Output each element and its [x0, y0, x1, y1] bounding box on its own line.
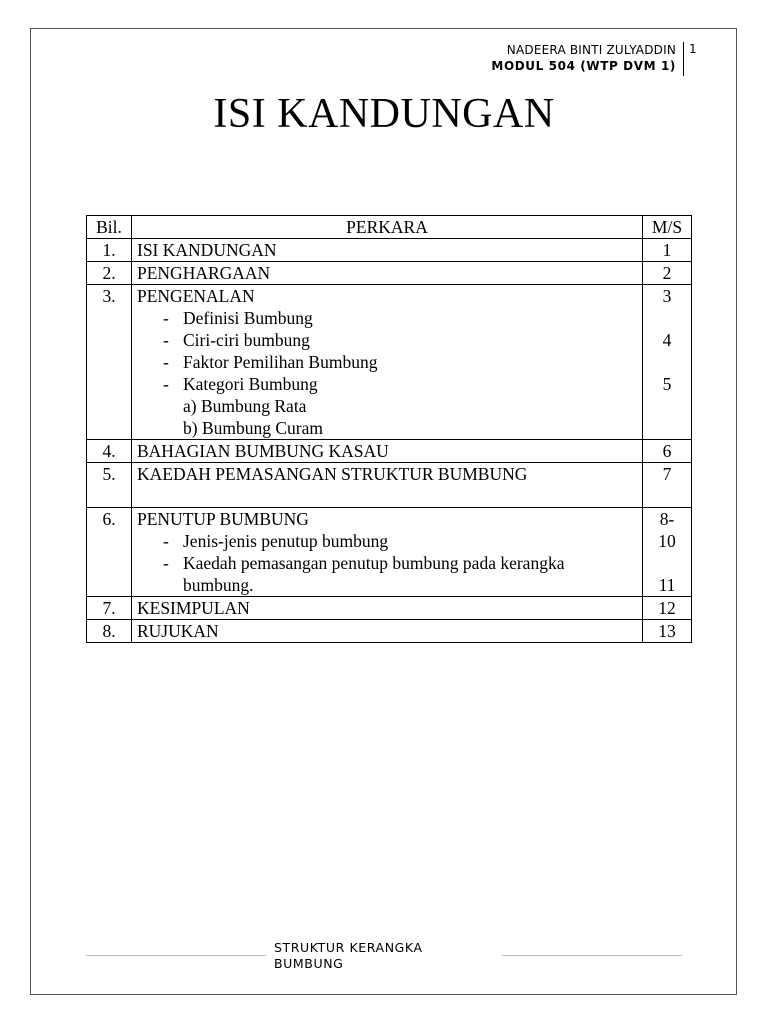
dash-marker: -: [163, 374, 169, 394]
sub-item-label: Kaedah pemasangan penutup bumbung pada kerangka bumbung.: [183, 553, 565, 595]
header-perkara: PERKARA: [132, 216, 643, 239]
table-row: [87, 262, 692, 285]
row-title: ISI KANDUNGAN: [132, 239, 643, 262]
row-number: 4.: [87, 440, 132, 463]
sub-sub-item: a) Bumbung Rata: [183, 396, 307, 416]
table-row: [87, 463, 692, 508]
row-number: 1.: [87, 239, 132, 262]
row-title: KESIMPULAN: [132, 597, 643, 620]
sub-item: [137, 329, 637, 351]
sub-item-label: Jenis-jenis penutup bumbung: [183, 531, 389, 551]
row-page: 2: [643, 262, 692, 285]
dash-marker: -: [163, 330, 169, 350]
footer-rule-right: [502, 955, 682, 956]
header-bil: Bil.: [87, 216, 132, 239]
page-line: 3: [662, 286, 672, 306]
row-title: RUJUKAN: [132, 620, 643, 643]
running-header: [491, 42, 676, 74]
page-line: [648, 307, 686, 329]
header-module: MODUL 504 (WTP DVM 1): [491, 59, 676, 73]
dash-marker: -: [163, 308, 169, 328]
row-page: 13: [643, 620, 692, 643]
page-line: [648, 552, 686, 574]
sub-item-label: Definisi Bumbung: [183, 308, 313, 328]
sub-item-label: Faktor Pemilihan Bumbung: [183, 352, 378, 372]
sub-item-list: [137, 530, 637, 596]
page-line: 5: [662, 374, 672, 394]
row-content: [132, 508, 643, 597]
table-row: [87, 285, 692, 440]
page-title: ISI KANDUNGAN: [213, 91, 555, 137]
row-title: KAEDAH PEMASANGAN STRUKTUR BUMBUNG: [132, 463, 643, 508]
row-number: 8.: [87, 620, 132, 643]
sub-item: [137, 307, 637, 329]
row-number: 5.: [87, 463, 132, 508]
table-row: [87, 620, 692, 643]
table-row: [87, 597, 692, 620]
row-title: PENGHARGAAN: [132, 262, 643, 285]
row-number: 6.: [87, 508, 132, 597]
page-line: 10: [658, 531, 676, 551]
sub-item-label: Ciri-ciri bumbung: [183, 330, 310, 350]
sub-item: [137, 373, 637, 395]
row-title: BAHAGIAN BUMBUNG KASAU: [132, 440, 643, 463]
table-of-contents: [86, 215, 692, 643]
header-divider: [683, 42, 684, 76]
row-page: [643, 285, 692, 440]
row-title: PENUTUP BUMBUNG: [137, 509, 309, 529]
sub-item: [137, 552, 637, 596]
dash-marker: -: [163, 352, 169, 372]
row-page: 12: [643, 597, 692, 620]
footer-rule-left: [86, 955, 266, 956]
page-line: 4: [662, 330, 672, 350]
table-row: [87, 440, 692, 463]
sub-item-list: [137, 307, 637, 395]
row-page: [643, 508, 692, 597]
header-author: NADEERA BINTI ZULYADDIN: [506, 43, 676, 57]
row-number: 7.: [87, 597, 132, 620]
sub-item: [137, 530, 637, 552]
sub-item: [137, 351, 637, 373]
dash-marker: -: [163, 531, 169, 551]
row-content: [132, 285, 643, 440]
table-row: [87, 508, 692, 597]
page-line: 8-: [659, 509, 675, 529]
table-header-row: [87, 216, 692, 239]
page-line: [648, 351, 686, 373]
page-line: 11: [658, 575, 676, 595]
row-page: 1: [643, 239, 692, 262]
page-number: 1: [689, 42, 697, 56]
row-number: 3.: [87, 285, 132, 440]
table-row: [87, 239, 692, 262]
row-page: 6: [643, 440, 692, 463]
dash-marker: -: [163, 553, 169, 573]
row-number: 2.: [87, 262, 132, 285]
row-title: PENGENALAN: [137, 286, 255, 306]
sub-sub-item: b) Bumbung Curam: [183, 418, 323, 438]
row-page: 7: [643, 463, 692, 508]
sub-item-label: Kategori Bumbung: [183, 374, 318, 394]
header-ms: M/S: [643, 216, 692, 239]
footer-text: STRUKTUR KERANGKA BUMBUNG: [274, 940, 423, 971]
